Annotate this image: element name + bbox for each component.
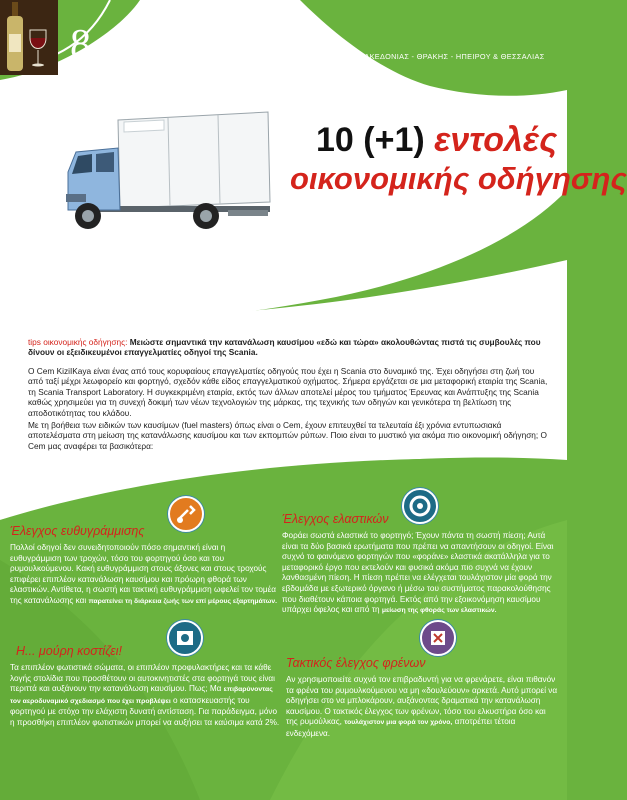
title-number: 10 (+1) — [316, 121, 425, 159]
intro-paragraph-2: Με τη βοήθεια των ειδικών των καυσίμων (fuel masters) όπως είναι ο Cem, έχουν επιτευχθεί τα τελευταία έξι χρόνια εντυπωσιακά αποτελέσματα στη μείωση της κατανάλωσης καυσίμου και των εκπομπών ρύπων. Ποιο είναι το μυστικό για ακόμα πιο οικονομική οδήγηση; Ο Cem μας αναφέρει τα βασικότερα: — [28, 420, 547, 451]
brake-icon — [420, 620, 456, 656]
tire-icon — [402, 488, 438, 524]
intro-bold: Μειώστε σημαντικά την κατανάλωση καυσίμου «εδώ και τώρα» ακολουθώντας πιστά τις συμβουλές που δίνουν οι εξειδικευμένοι επαγγελματίες οδηγοί της Scania. — [28, 337, 541, 358]
section-small: παρατείνει τη διάρκεια ζωής των επί μέρους εξαρτημάτων. — [88, 597, 278, 605]
section-text-tires — [282, 531, 558, 617]
section-text-front — [10, 663, 280, 729]
organization-header: Ε.Δ.Ε.Ο.Π. • ΕΝΩΣΗ ΔΙΑΚΙΝΗΤΩΝ ΕΜΠΟΡΩΝ ΟΙΝΩΝ & ΠΟΤΩΝ ΜΑΚΕΔΟΝΙΑΣ - ΘΡΑΚΗΣ - ΗΠΕΙΡΟΥ & ΘΕΣΣΑΛΙΑΣ — [124, 52, 545, 61]
section-body: Αν χρησιμοποιείτε συχνά τον επιβραδυντή για να φρενάρετε, είναι πιθανόν τα φρένα του ρυμουλκούμενου να μη «δουλεύουν» αρκετά. Αυτό μπορεί να οδηγήσει στο να μπλοκάρουν, αυξάνοντας δραματικά την κατανάλωση καυσίμου. Ο τακτικός έλεγχος των φρένων, τόσο του ελκυστήρα όσο και της ρυμούλκας, — [286, 675, 558, 727]
intro-paragraph-1: Ο Cem KiziIKaya είναι ένας από τους κορυφαίους επαγγελματίες οδηγούς που έχει η Scania στο δυναμικό της. Έχει οδηγήσει στη ζωή του από ταξί μέχρι λεωφορείο και φορτηγό, σχεδόν κάθε είδος επαγγελματικού οχήματος. Σήμερα εργάζεται σε μια μεταφορική εταιρία της Scania, τη Scania Transport Laboratory. Η συγκεκριμένη εταιρία, εκτός των άλλων αποτελεί μέρος του τμήματος Έρευνας και Ανάπτυξης της Scania καθώς χρησιμεύει για τη συνεχή δοκιμή των νέων τεχνολογιών της μάρκας, της τεχνικής των οδηγών και γενικότερα τη βελτίωση της αποδοτικότητας του κλάδου. — [28, 366, 548, 418]
section-small: τουλάχιστον μια φορά τον χρόνο, — [344, 719, 453, 727]
lights-icon — [167, 620, 203, 656]
page-number: 8 — [70, 22, 91, 68]
section-body: Τα επιπλέον φωτιστικά σώματα, οι επιπλέον προφυλακτήρες και τα κάθε λογής στολίδια που προσθέτουν οι αυτοκινητιστές στα φορτηγά τους είναι περιττά και αυξάνουν την κατανάλωση καυσίμου. Πως; Μα — [10, 663, 275, 694]
section-body-2: ο κατασκευαστής του φορτηγού με στόχο την ελάχιστη δυνατή αντίσταση. Για παράδειγμα, μόνο η προσθήκη επιπλέον φωτιστικών μπορεί να αυξήσει τα καύσιμα κατά 2%. — [10, 695, 280, 727]
section-body: Πολλοί οδηγοί δεν συνειδητοποιούν πόσο σημαντική είναι η ευθυγράμμιση των τροχών, τόσο του φορτηγού όσο και του ρυμουλκούμενου. Κακή ευθυγράμμιση στους άξονες και στους τροχούς επιφέρει επιπλέον κατανάλωση καυσίμου και πρόωρη φθορά των ελαστικών. Αντίθετα, η σωστή και τακτική ευθυγράμμιση ωφελεί τον τομέα της κατανάλωσης και — [10, 543, 277, 605]
section-text-brakes — [286, 675, 558, 740]
section-small: μείωση της φθοράς των ελαστικών. — [381, 607, 497, 615]
intro-lead: tips οικονομικής οδήγησης: — [28, 337, 128, 347]
section-title-brakes: Τακτικός έλεγχος φρένων — [286, 656, 426, 670]
wine-bottle-image — [0, 0, 58, 75]
section-title-front: Η... μούρη κοστίζει! — [16, 644, 122, 658]
intro-block — [28, 337, 548, 358]
section-text-alignment — [10, 543, 278, 608]
truck-illustration — [58, 110, 288, 240]
section-title-tires: Έλεγχος ελαστικών — [282, 512, 389, 526]
title-line-2: οικονομικής οδήγησης — [290, 161, 627, 196]
title-word: εντολές — [434, 121, 558, 159]
section-small: επιβαρύνοντας τον αεροδυναμικό σχεδιασμό που έχει προβλέψει — [10, 686, 273, 705]
section-body: Φοράει σωστά ελαστικά το φορτηγό; Έχουν πάντα τη σωστή πίεση; Αυτά είναι τα δύο βασικά ερωτήματα που πρέπει να απαντήσουν οι οδηγοί. Είναι συχνό το φαινόμενο φορτηγών που «φοράνε» ελαστικά ακατάλληλα για το μεταφορικό έργο που εκτελούν και φυσικά ακόμα πιο συχνά να έχουν λανθασμένη πίεση. Η πίεση πρέπει να ελέγχεται τουλάχιστον μία φορά την εβδομάδα με εξωτερικό όργανο ή μέσω του συστήματος παρακολούθησης που διαθέτουν κάποια φορτηγά. Εκτός από την εξοικονόμηση καυσίμου υπάρχει όφελος και από τη — [282, 531, 554, 615]
section-title-alignment: Έλεγχος ευθυγράμμισης — [10, 524, 145, 538]
section-body-2: αποτρέπει τέτοια ενδεχόμενα. — [286, 717, 516, 738]
title-line-1 — [316, 120, 556, 160]
wrench-icon — [168, 496, 204, 532]
